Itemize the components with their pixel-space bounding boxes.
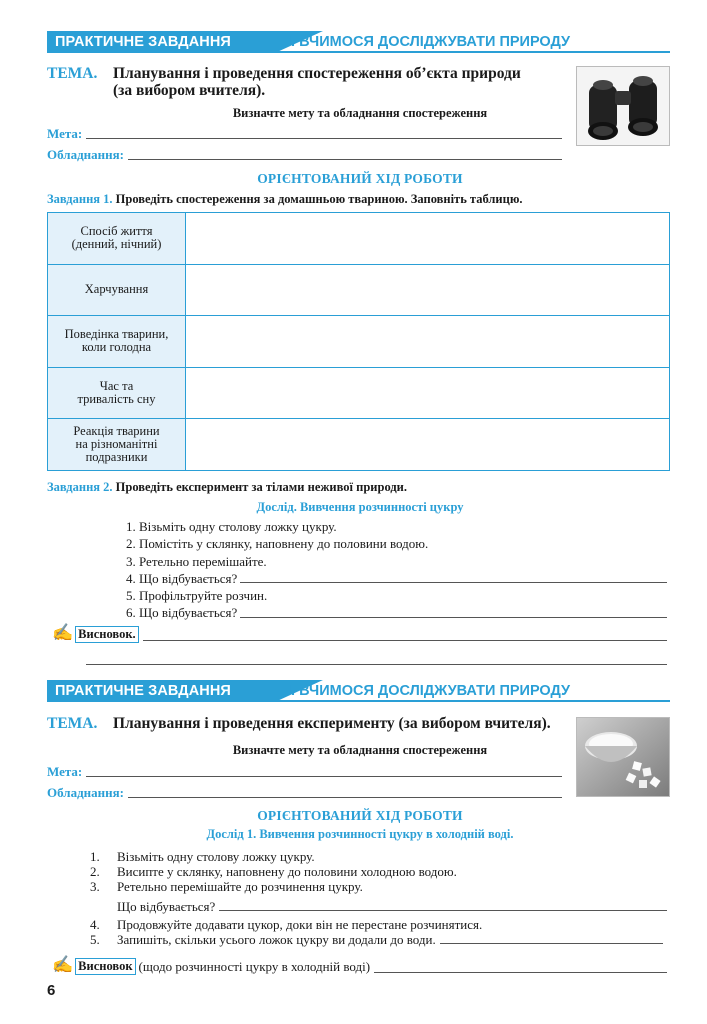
- answer-line[interactable]: [86, 664, 667, 665]
- topic-text-2: (за вибором вчителя).: [113, 82, 266, 99]
- list-item: 1. Візьміть одну столову ложку цукру.: [90, 849, 315, 864]
- list-item: 2. Висипте у склянку, наповнену до половини холодною водою.: [90, 864, 457, 879]
- answer-cell[interactable]: [186, 419, 670, 471]
- task-1-text: Проведіть спостереження за домашньою твариною. Заповніть таблицю.: [115, 192, 523, 206]
- work-heading: ОРІЄНТОВАНИЙ ХІД РОБОТИ: [257, 808, 463, 823]
- conclusion[interactable]: [52, 623, 667, 643]
- answer-cell[interactable]: [186, 213, 670, 265]
- equipment-label: Обладнання:: [47, 147, 124, 162]
- section-title: І. ВЧИМОСЯ ДОСЛІДЖУВАТИ ПРИРОДУ: [287, 683, 571, 699]
- pen-icon: ✍: [52, 955, 74, 974]
- goal-label: Мета:: [47, 126, 83, 141]
- topic-text: Планування і проведення спостереження об’єкта природи: [113, 65, 521, 82]
- section-tag: ПРАКТИЧНЕ ЗАВДАННЯ: [47, 680, 275, 702]
- task-2: [47, 480, 407, 495]
- conclusion[interactable]: [52, 955, 667, 975]
- table-row: [48, 419, 670, 471]
- steps-list: [126, 518, 667, 622]
- row-label: Харчування: [48, 264, 186, 316]
- instruction: Визначте мету та обладнання спостереження: [232, 743, 488, 757]
- page-number: 6: [47, 982, 56, 999]
- list-item: 3. Ретельно перемішайте.: [126, 553, 267, 569]
- task-2-label: Завдання 2.: [47, 480, 113, 494]
- section-header: [47, 680, 670, 702]
- experiment-title: Дослід. Вивчення розчинності цукру: [256, 500, 464, 514]
- topic-text: Планування і проведення експерименту (за вибором вчителя).: [113, 715, 551, 732]
- table-row: [48, 213, 670, 265]
- instruction: Визначте мету та обладнання спостереження: [232, 106, 488, 120]
- section-title: І. ВЧИМОСЯ ДОСЛІДЖУВАТИ ПРИРОДУ: [287, 34, 571, 50]
- goal-field[interactable]: [47, 126, 562, 141]
- pen-icon: ✍: [52, 623, 74, 642]
- answer-cell[interactable]: [186, 367, 670, 419]
- binoculars-photo: [576, 66, 670, 146]
- answer-cell[interactable]: [186, 264, 670, 316]
- section-tag: ПРАКТИЧНЕ ЗАВДАННЯ: [47, 31, 275, 53]
- row-label: Час та тривалість сну: [48, 367, 186, 419]
- work-heading: ОРІЄНТОВАНИЙ ХІД РОБОТИ: [257, 171, 463, 186]
- conclusion-label: Висновок: [75, 958, 135, 975]
- task-2-text: Проведіть експеримент за тілами неживої природи.: [115, 480, 407, 494]
- equipment-field[interactable]: [47, 147, 562, 162]
- topic: [47, 715, 551, 732]
- goal-field[interactable]: [47, 764, 562, 779]
- list-item[interactable]: Що відбувається?: [90, 899, 667, 914]
- row-label: Спосіб життя (денний, нічний): [48, 213, 186, 265]
- experiment-title: Дослід 1. Вивчення розчинності цукру в холодній воді.: [206, 827, 514, 841]
- list-item: 5. Профільтруйте розчин.: [126, 588, 268, 604]
- steps-list: [90, 849, 667, 947]
- list-item[interactable]: 5. Запишіть, скільки усього ложок цукру ви додали до води.: [90, 932, 667, 947]
- conclusion-label: Висновок.: [75, 626, 138, 643]
- topic-label: ТЕМА.: [47, 65, 98, 82]
- conclusion-hint: (щодо розчинності цукру в холодній воді): [138, 959, 371, 974]
- table-row: [48, 264, 670, 316]
- row-label: Реакція тварини на різноманітні подразники: [48, 419, 186, 471]
- list-item[interactable]: 6. Що відбувається?: [126, 604, 667, 621]
- list-item: 1. Візьміть одну столову ложку цукру.: [126, 519, 337, 534]
- list-item: 2. Помістіть у склянку, наповнену до половини водою.: [126, 536, 429, 552]
- task-1: [47, 192, 523, 207]
- list-item: 3. Ретельно перемішайте до розчинення цукру.: [90, 879, 363, 894]
- table-row: [48, 316, 670, 368]
- goal-label: Мета:: [47, 764, 83, 779]
- list-item[interactable]: 4. Що відбувається?: [126, 570, 667, 587]
- task-1-label: Завдання 1.: [47, 192, 113, 206]
- list-item: 4. Продовжуйте додавати цукор, доки він не перестане розчинятися.: [90, 917, 483, 932]
- topic: [47, 65, 521, 99]
- equipment-label: Обладнання:: [47, 785, 124, 800]
- topic-label: ТЕМА.: [47, 715, 98, 732]
- answer-cell[interactable]: [186, 316, 670, 368]
- row-label: Поведінка тварини, коли голодна: [48, 316, 186, 368]
- table-row: [48, 367, 670, 419]
- observation-table: [47, 212, 670, 471]
- equipment-field[interactable]: [47, 785, 562, 800]
- sugar-bowl-photo: [576, 717, 670, 797]
- section-header: [47, 31, 670, 53]
